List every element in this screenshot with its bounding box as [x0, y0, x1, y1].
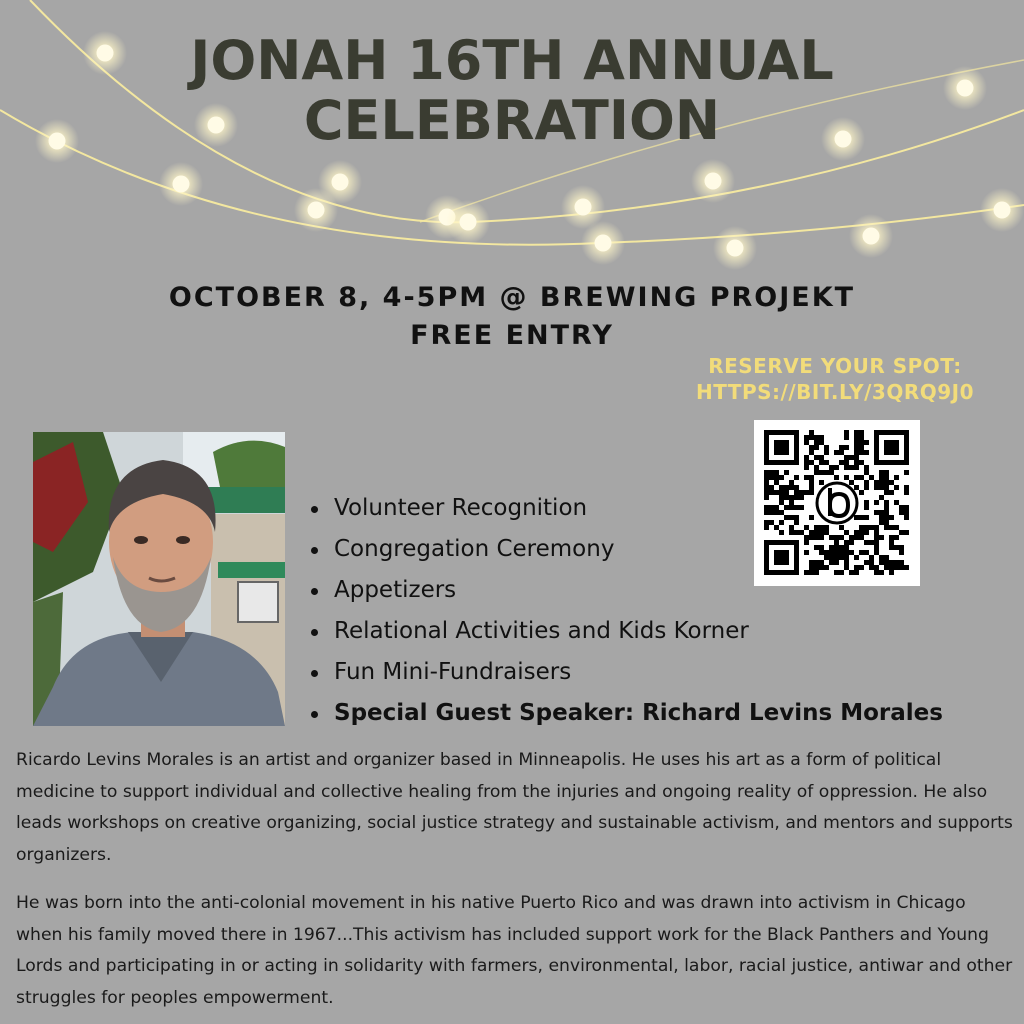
agenda-item: Congregation Ceremony: [308, 529, 943, 570]
light-bulb: [863, 228, 880, 245]
speaker-photo: [33, 432, 285, 726]
speaker-bio-paragraph-1: Ricardo Levins Morales is an artist and organizer based in Minneapolis. He uses his art as a form of political medicine to support individual and collective healing from the injuries and ongoing reality of oppression. He also leads workshops on creative organizing, social justice strategy and sustainable activism, and mentors and supports organizers.: [16, 750, 1013, 865]
agenda-item: Special Guest Speaker: Richard Levins Morales: [308, 693, 943, 734]
light-bulb: [727, 240, 744, 257]
agenda-item: Appetizers: [308, 570, 943, 611]
agenda-list: [308, 488, 943, 734]
light-bulb: [308, 202, 325, 219]
light-bulb: [595, 235, 612, 252]
event-entry-note: FREE ENTRY: [410, 320, 614, 351]
speaker-bio-paragraph-2: He was born into the anti-colonial movement in his native Puerto Rico and was drawn into activism in Chicago when his family moved there in 1967...This activism has included support work for the Black Panthers and Young Lords and participating in or acting in solidarity with farmers, environmental, labor, racial justice, antiwar and other struggles for peoples empowerment.: [16, 893, 1013, 1008]
event-title-line2: CELEBRATION: [303, 89, 721, 152]
event-date-location: OCTOBER 8, 4-5PM @ BREWING PROJEKT: [168, 282, 856, 313]
reserve-link[interactable]: HTTPS://BIT.LY/3QRQ9J0: [695, 380, 975, 404]
reserve-heading: RESERVE YOUR SPOT:: [708, 354, 962, 378]
agenda-item: Relational Activities and Kids Korner: [308, 611, 943, 652]
agenda-item: Volunteer Recognition: [308, 488, 943, 529]
light-bulb: [173, 176, 190, 193]
light-bulb: [705, 173, 722, 190]
light-bulb: [994, 202, 1011, 219]
agenda-item: Fun Mini-Fundraisers: [308, 652, 943, 693]
event-title-line1: JONAH 16TH ANNUAL: [190, 29, 834, 92]
light-bulb: [575, 199, 592, 216]
light-bulb: [332, 174, 349, 191]
light-bulb: [460, 214, 477, 231]
